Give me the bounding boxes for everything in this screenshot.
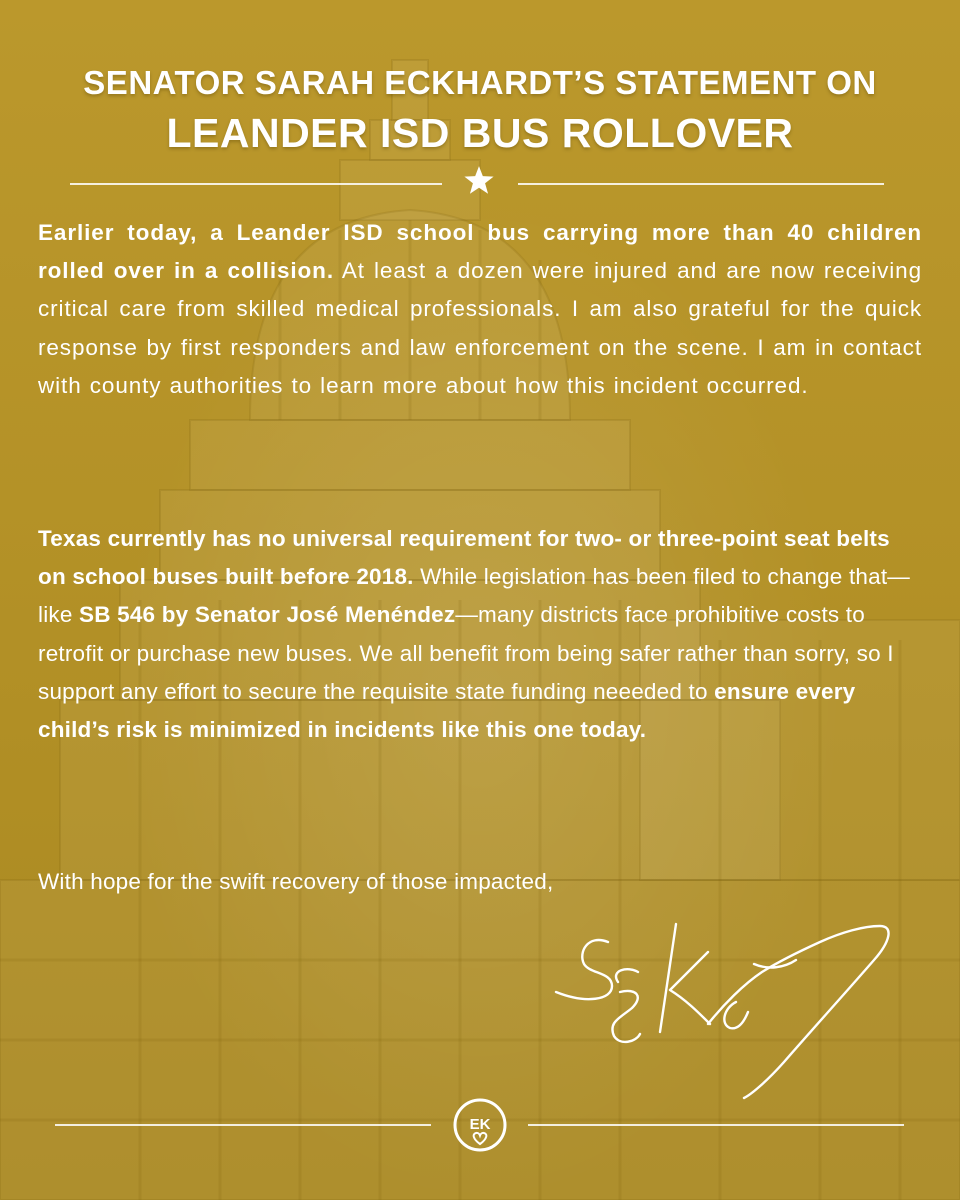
footer-divider-right xyxy=(528,1124,904,1126)
signature xyxy=(548,912,908,1102)
logo-monogram: EK xyxy=(469,1116,491,1133)
funding-goal-bold: ensure every child’s risk is minimized in incidents like this one today. xyxy=(38,678,856,743)
divider-right xyxy=(518,183,884,185)
ek-logo xyxy=(451,1096,509,1154)
bill-reference-bold: SB 546 by Senator José Menéndez xyxy=(79,602,456,628)
headline-line-2: LEANDER ISD BUS ROLLOVER xyxy=(166,110,794,156)
closing-line: With hope for the swift recovery of those impacted, xyxy=(38,869,554,894)
star-icon xyxy=(462,164,496,198)
divider-left xyxy=(70,183,442,185)
paragraph-incident xyxy=(38,214,922,405)
incident-lead-bold: Earlier today, a Leander ISD school bus carrying more than 40 children rolled over in a collision. xyxy=(38,220,922,284)
incident-details: At least a dozen were injured and are now receiving critical care from skilled medical professionals. I am also grateful for the quick response by first responders and law enforcement on the scene. I am in contact with county authorities to learn more about how this incident occurred. xyxy=(38,258,922,398)
seat-belt-lead-bold: Texas currently has no universal requirement for two- or three-point seat belts on school buses built before 2018. xyxy=(38,526,890,590)
headline-line-1: SENATOR SARAH ECKHARDT’S STATEMENT ON xyxy=(83,64,877,101)
seat-belt-text-1: While legislation has been filed to change that—like xyxy=(38,564,910,628)
paragraph-seat-belts xyxy=(38,520,922,749)
seat-belt-text-2: —many districts face prohibitive costs to retrofit or purchase new buses. We all benefit from being safer rather than sorry, so I support any effort to secure the requisite state funding neeeded to xyxy=(38,602,894,704)
footer-divider-left xyxy=(55,1124,431,1126)
